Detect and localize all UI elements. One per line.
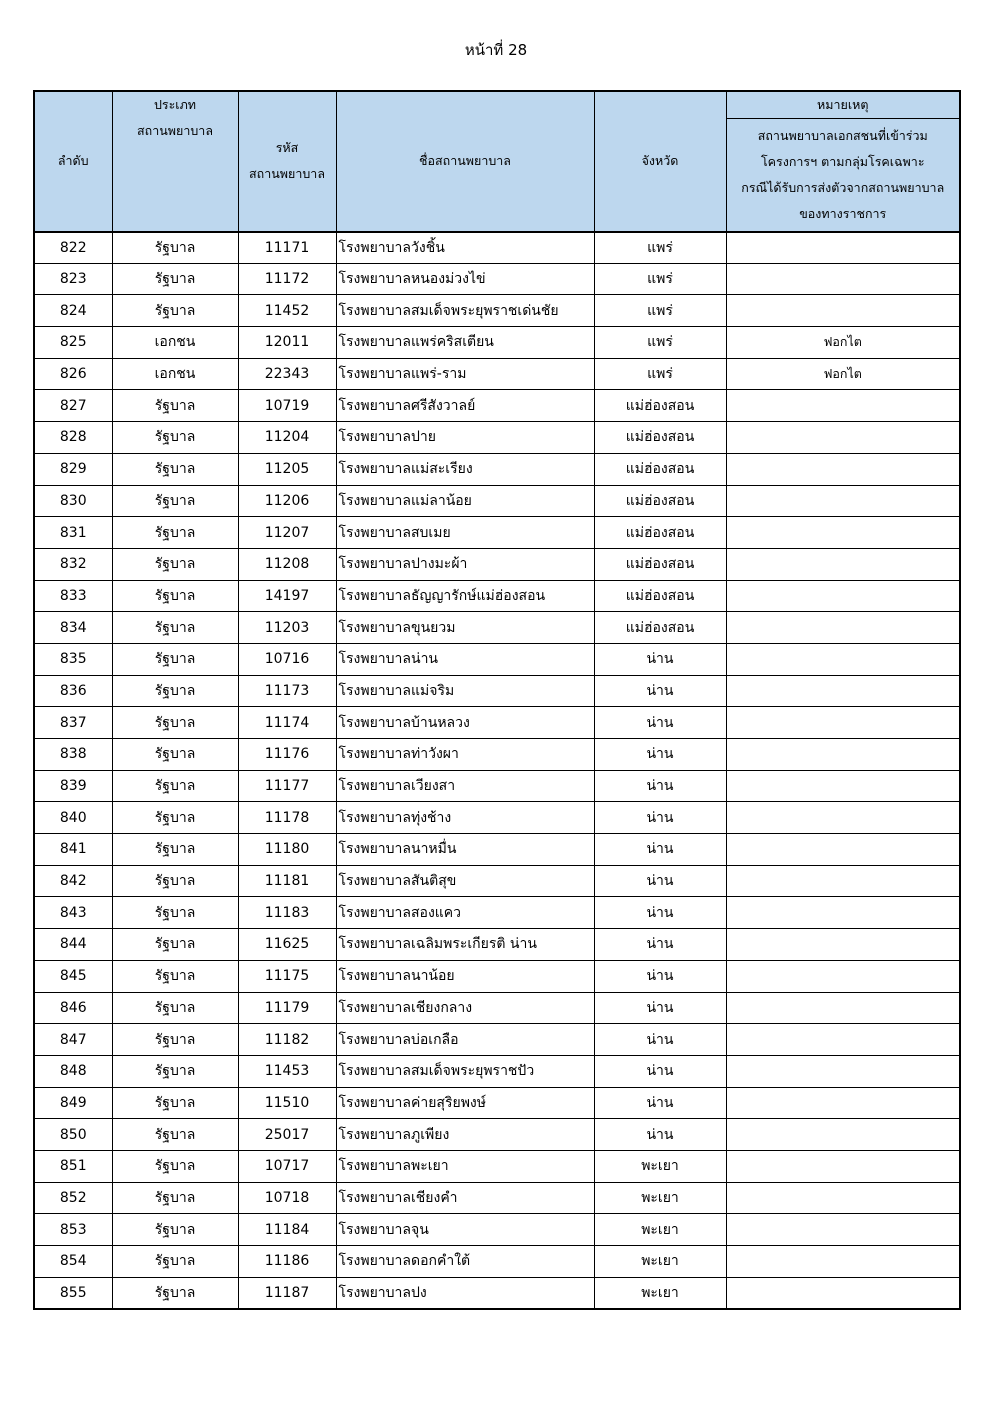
cell-order: 828 (34, 422, 112, 454)
cell-name: โรงพยาบาลศรีสังวาลย์ (336, 390, 594, 422)
cell-note (726, 453, 960, 485)
cell-province: น่าน (594, 770, 726, 802)
cell-province: น่าน (594, 929, 726, 961)
cell-name: โรงพยาบาลภูเพียง (336, 1119, 594, 1151)
cell-order: 850 (34, 1119, 112, 1151)
header-order: ลำดับ (34, 91, 112, 232)
cell-note (726, 1087, 960, 1119)
cell-code: 11175 (238, 960, 336, 992)
cell-name: โรงพยาบาลเชียงกลาง (336, 992, 594, 1024)
cell-province: แม่ฮ่องสอน (594, 580, 726, 612)
cell-type: รัฐบาล (112, 675, 238, 707)
cell-name: โรงพยาบาลแม่สะเรียง (336, 453, 594, 485)
cell-order: 847 (34, 1024, 112, 1056)
cell-name: โรงพยาบาลปาย (336, 422, 594, 454)
table-row (34, 897, 960, 929)
table-row (34, 707, 960, 739)
cell-name: โรงพยาบาลเฉลิมพระเกียรติ น่าน (336, 929, 594, 961)
cell-code: 11180 (238, 834, 336, 866)
cell-province: น่าน (594, 643, 726, 675)
cell-type: รัฐบาล (112, 1087, 238, 1119)
cell-order: 842 (34, 865, 112, 897)
cell-province: น่าน (594, 707, 726, 739)
cell-note (726, 992, 960, 1024)
table-row (34, 1087, 960, 1119)
cell-type: รัฐบาล (112, 929, 238, 961)
table-row (34, 1277, 960, 1309)
cell-province: แพร่ (594, 327, 726, 359)
table-row (34, 548, 960, 580)
cell-name: โรงพยาบาลเวียงสา (336, 770, 594, 802)
table-row (34, 295, 960, 327)
cell-note (726, 1214, 960, 1246)
cell-type: รัฐบาล (112, 453, 238, 485)
cell-type: รัฐบาล (112, 422, 238, 454)
header-type: ประเภท สถานพยาบาล (112, 91, 238, 232)
cell-order: 834 (34, 612, 112, 644)
page-title: หน้าที่ 28 (464, 41, 528, 59)
cell-type: รัฐบาล (112, 643, 238, 675)
cell-name: โรงพยาบาลค่ายสุริยพงษ์ (336, 1087, 594, 1119)
cell-name: โรงพยาบาลแพร่คริสเตียน (336, 327, 594, 359)
cell-name: โรงพยาบาลบ่อเกลือ (336, 1024, 594, 1056)
cell-type: รัฐบาล (112, 707, 238, 739)
cell-note (726, 1119, 960, 1151)
table-row (34, 834, 960, 866)
cell-province: แม่ฮ่องสอน (594, 612, 726, 644)
cell-code: 10718 (238, 1182, 336, 1214)
cell-code: 11204 (238, 422, 336, 454)
table-row (34, 770, 960, 802)
cell-note (726, 675, 960, 707)
cell-code: 22343 (238, 358, 336, 390)
cell-note (726, 580, 960, 612)
table-row (34, 453, 960, 485)
cell-province: แม่ฮ่องสอน (594, 453, 726, 485)
cell-note (726, 612, 960, 644)
cell-code: 11203 (238, 612, 336, 644)
cell-name: โรงพยาบาลแม่ลาน้อย (336, 485, 594, 517)
cell-province: แพร่ (594, 232, 726, 264)
cell-code: 11171 (238, 232, 336, 264)
cell-type: เอกชน (112, 358, 238, 390)
cell-code: 25017 (238, 1119, 336, 1151)
cell-type: รัฐบาล (112, 485, 238, 517)
cell-type: รัฐบาล (112, 390, 238, 422)
cell-order: 833 (34, 580, 112, 612)
cell-type: รัฐบาล (112, 1246, 238, 1278)
table-row (34, 960, 960, 992)
table-row (34, 643, 960, 675)
cell-note (726, 390, 960, 422)
cell-type: รัฐบาล (112, 232, 238, 264)
cell-order: 829 (34, 453, 112, 485)
cell-province: แม่ฮ่องสอน (594, 422, 726, 454)
cell-province: น่าน (594, 897, 726, 929)
cell-province: น่าน (594, 960, 726, 992)
cell-type: รัฐบาล (112, 865, 238, 897)
header-name: ชื่อสถานพยาบาล (336, 91, 594, 232)
cell-province: แพร่ (594, 263, 726, 295)
cell-province: น่าน (594, 865, 726, 897)
cell-note (726, 1182, 960, 1214)
cell-name: โรงพยาบาลสมเด็จพระยุพราชปัว (336, 1055, 594, 1087)
cell-order: 831 (34, 517, 112, 549)
cell-province: พะเยา (594, 1214, 726, 1246)
cell-type: รัฐบาล (112, 1150, 238, 1182)
cell-type: รัฐบาล (112, 960, 238, 992)
table-row (34, 1024, 960, 1056)
table-header (34, 91, 960, 232)
header-code: รหัส สถานพยาบาล (238, 91, 336, 232)
table-row (34, 580, 960, 612)
table-row (34, 992, 960, 1024)
cell-province: น่าน (594, 675, 726, 707)
cell-order: 840 (34, 802, 112, 834)
cell-order: 835 (34, 643, 112, 675)
cell-name: โรงพยาบาลขุนยวม (336, 612, 594, 644)
table-row (34, 422, 960, 454)
cell-name: โรงพยาบาลจุน (336, 1214, 594, 1246)
table-row (34, 517, 960, 549)
cell-name: โรงพยาบาลพะเยา (336, 1150, 594, 1182)
cell-note (726, 1024, 960, 1056)
cell-note: ฟอกไต (726, 358, 960, 390)
cell-note (726, 263, 960, 295)
header-province: จังหวัด (594, 91, 726, 232)
cell-order: 830 (34, 485, 112, 517)
cell-code: 11625 (238, 929, 336, 961)
cell-province: น่าน (594, 992, 726, 1024)
cell-province: แม่ฮ่องสอน (594, 548, 726, 580)
cell-name: โรงพยาบาลปางมะผ้า (336, 548, 594, 580)
cell-type: รัฐบาล (112, 1182, 238, 1214)
table-row (34, 1182, 960, 1214)
table-row (34, 1214, 960, 1246)
cell-type: รัฐบาล (112, 1119, 238, 1151)
cell-note (726, 1246, 960, 1278)
cell-note (726, 232, 960, 264)
cell-type: รัฐบาล (112, 1055, 238, 1087)
cell-type: เอกชน (112, 327, 238, 359)
cell-province: น่าน (594, 802, 726, 834)
table-row (34, 327, 960, 359)
cell-note (726, 834, 960, 866)
cell-order: 846 (34, 992, 112, 1024)
cell-order: 836 (34, 675, 112, 707)
cell-note (726, 548, 960, 580)
cell-name: โรงพยาบาลหนองม่วงไข่ (336, 263, 594, 295)
cell-code: 11186 (238, 1246, 336, 1278)
cell-order: 832 (34, 548, 112, 580)
cell-type: รัฐบาล (112, 517, 238, 549)
cell-order: 852 (34, 1182, 112, 1214)
cell-order: 855 (34, 1277, 112, 1309)
cell-order: 837 (34, 707, 112, 739)
cell-order: 825 (34, 327, 112, 359)
cell-name: โรงพยาบาลน่าน (336, 643, 594, 675)
cell-name: โรงพยาบาลนาหมื่น (336, 834, 594, 866)
table-row (34, 1246, 960, 1278)
cell-order: 822 (34, 232, 112, 264)
cell-note (726, 865, 960, 897)
cell-code: 14197 (238, 580, 336, 612)
cell-province: น่าน (594, 1119, 726, 1151)
cell-province: น่าน (594, 1024, 726, 1056)
cell-name: โรงพยาบาลบ้านหลวง (336, 707, 594, 739)
cell-note (726, 802, 960, 834)
table-row (34, 390, 960, 422)
cell-note (726, 422, 960, 454)
cell-order: 838 (34, 739, 112, 771)
cell-type: รัฐบาล (112, 1214, 238, 1246)
table-row (34, 929, 960, 961)
cell-name: โรงพยาบาลดอกคำใต้ (336, 1246, 594, 1278)
cell-order: 854 (34, 1246, 112, 1278)
cell-name: โรงพยาบาลปง (336, 1277, 594, 1309)
cell-province: น่าน (594, 834, 726, 866)
table-body (34, 232, 960, 1309)
cell-name: โรงพยาบาลสมเด็จพระยุพราชเด่นชัย (336, 295, 594, 327)
cell-code: 12011 (238, 327, 336, 359)
cell-order: 844 (34, 929, 112, 961)
cell-type: รัฐบาล (112, 897, 238, 929)
cell-order: 849 (34, 1087, 112, 1119)
cell-type: รัฐบาล (112, 580, 238, 612)
cell-code: 11181 (238, 865, 336, 897)
cell-province: น่าน (594, 739, 726, 771)
cell-code: 11177 (238, 770, 336, 802)
cell-type: รัฐบาล (112, 263, 238, 295)
cell-code: 11173 (238, 675, 336, 707)
cell-name: โรงพยาบาลทุ่งช้าง (336, 802, 594, 834)
cell-code: 11206 (238, 485, 336, 517)
cell-note (726, 929, 960, 961)
cell-type: รัฐบาล (112, 834, 238, 866)
cell-code: 11176 (238, 739, 336, 771)
cell-order: 823 (34, 263, 112, 295)
cell-code: 10719 (238, 390, 336, 422)
cell-note (726, 295, 960, 327)
cell-type: รัฐบาล (112, 1024, 238, 1056)
cell-type: รัฐบาล (112, 770, 238, 802)
table-row (34, 485, 960, 517)
cell-note (726, 960, 960, 992)
cell-code: 10717 (238, 1150, 336, 1182)
cell-order: 841 (34, 834, 112, 866)
cell-province: พะเยา (594, 1182, 726, 1214)
cell-code: 10716 (238, 643, 336, 675)
cell-note (726, 1150, 960, 1182)
cell-name: โรงพยาบาลสองแคว (336, 897, 594, 929)
table-row (34, 232, 960, 264)
cell-province: พะเยา (594, 1277, 726, 1309)
cell-name: โรงพยาบาลสบเมย (336, 517, 594, 549)
table-row (34, 739, 960, 771)
cell-province: แพร่ (594, 358, 726, 390)
cell-code: 11183 (238, 897, 336, 929)
cell-name: โรงพยาบาลธัญญารักษ์แม่ฮ่องสอน (336, 580, 594, 612)
cell-province: พะเยา (594, 1246, 726, 1278)
table-row (34, 1119, 960, 1151)
cell-order: 848 (34, 1055, 112, 1087)
cell-note (726, 1277, 960, 1309)
cell-code: 11208 (238, 548, 336, 580)
hospital-table (33, 90, 961, 1310)
cell-code: 11182 (238, 1024, 336, 1056)
cell-order: 843 (34, 897, 112, 929)
cell-name: โรงพยาบาลวังชิ้น (336, 232, 594, 264)
cell-code: 11179 (238, 992, 336, 1024)
cell-note (726, 897, 960, 929)
cell-note (726, 1055, 960, 1087)
cell-province: แม่ฮ่องสอน (594, 517, 726, 549)
header-remark-sub: สถานพยาบาลเอกสชนที่เข้าร่วม โครงการฯ ตามกลุ่มโรคเฉพาะ กรณีได้รับการส่งตัวจากสถานพยาบาล ของทางราชการ (726, 119, 960, 232)
cell-code: 11172 (238, 263, 336, 295)
cell-type: รัฐบาล (112, 802, 238, 834)
table-row (34, 1055, 960, 1087)
cell-order: 845 (34, 960, 112, 992)
cell-province: น่าน (594, 1055, 726, 1087)
table-row (34, 675, 960, 707)
cell-name: โรงพยาบาลนาน้อย (336, 960, 594, 992)
cell-order: 824 (34, 295, 112, 327)
cell-province: พะเยา (594, 1150, 726, 1182)
cell-province: แพร่ (594, 295, 726, 327)
cell-code: 11184 (238, 1214, 336, 1246)
cell-note (726, 707, 960, 739)
cell-note (726, 485, 960, 517)
cell-type: รัฐบาล (112, 1277, 238, 1309)
cell-code: 11207 (238, 517, 336, 549)
cell-code: 11452 (238, 295, 336, 327)
cell-type: รัฐบาล (112, 739, 238, 771)
cell-note (726, 643, 960, 675)
table-row (34, 612, 960, 644)
cell-order: 826 (34, 358, 112, 390)
table-row (34, 1150, 960, 1182)
cell-name: โรงพยาบาลแม่จริม (336, 675, 594, 707)
cell-province: แม่ฮ่องสอน (594, 390, 726, 422)
table-row (34, 263, 960, 295)
cell-order: 827 (34, 390, 112, 422)
cell-province: แม่ฮ่องสอน (594, 485, 726, 517)
cell-code: 11510 (238, 1087, 336, 1119)
cell-note (726, 517, 960, 549)
cell-type: รัฐบาล (112, 992, 238, 1024)
cell-code: 11187 (238, 1277, 336, 1309)
cell-code: 11205 (238, 453, 336, 485)
cell-order: 839 (34, 770, 112, 802)
cell-province: น่าน (594, 1087, 726, 1119)
cell-name: โรงพยาบาลท่าวังผา (336, 739, 594, 771)
cell-name: โรงพยาบาลเชียงคำ (336, 1182, 594, 1214)
table-row (34, 865, 960, 897)
cell-note (726, 739, 960, 771)
cell-type: รัฐบาล (112, 548, 238, 580)
header-remark: หมายเหตุ (726, 91, 960, 119)
cell-order: 851 (34, 1150, 112, 1182)
cell-type: รัฐบาล (112, 295, 238, 327)
table-row (34, 802, 960, 834)
cell-code: 11174 (238, 707, 336, 739)
cell-code: 11453 (238, 1055, 336, 1087)
cell-code: 11178 (238, 802, 336, 834)
cell-name: โรงพยาบาลแพร่-ราม (336, 358, 594, 390)
cell-note: ฟอกไต (726, 327, 960, 359)
table-row (34, 358, 960, 390)
cell-name: โรงพยาบาลสันติสุข (336, 865, 594, 897)
cell-note (726, 770, 960, 802)
cell-order: 853 (34, 1214, 112, 1246)
cell-type: รัฐบาล (112, 612, 238, 644)
